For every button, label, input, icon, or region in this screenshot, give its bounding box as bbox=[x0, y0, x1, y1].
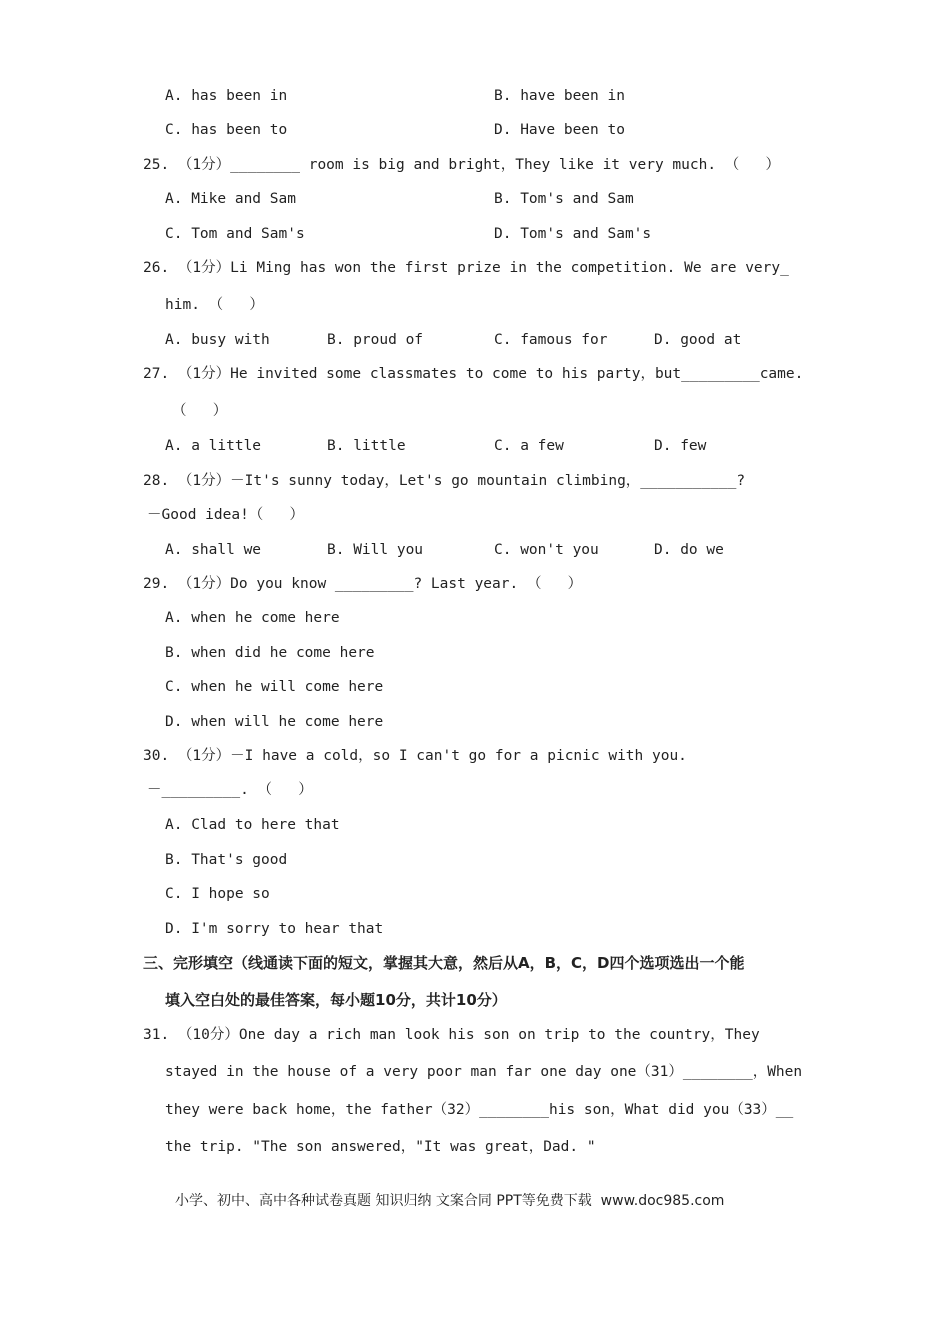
question-25-stem: 25. （1分）________ room is big and bright，They like it very much. （ ） bbox=[143, 157, 780, 173]
option-a: A. shall we bbox=[165, 542, 262, 558]
option-b: B. little bbox=[327, 438, 406, 454]
question-27-stem: 27. （1分）He invited some classmates to come to his party，but_________came. bbox=[143, 366, 804, 382]
section-heading-cont: 填入空白处的最佳答案，每小题10分，共计10分） bbox=[165, 991, 507, 1009]
option-a: A. a little bbox=[165, 438, 262, 454]
option-c: C. when he will come here bbox=[165, 679, 384, 695]
option-a: A. has been in bbox=[165, 88, 288, 104]
option-a: A. busy with bbox=[165, 332, 270, 348]
question-30-stem-cont: －_________. （ ） bbox=[147, 782, 313, 798]
option-a: A. Mike and Sam bbox=[165, 191, 296, 207]
option-c: C. famous for bbox=[494, 332, 608, 348]
option-c: C. Tom and Sam's bbox=[165, 226, 305, 242]
option-b: B. Tom's and Sam bbox=[494, 191, 634, 207]
question-29-stem: 29. （1分）Do you know _________? Last year. （ ） bbox=[143, 576, 583, 592]
question-30-stem: 30. （1分）－I have a cold，so I can't go for a picnic with you. bbox=[143, 748, 687, 764]
footer-text: 小学、初中、高中各种试卷真题 知识归纳 文案合同 PPT等免费下载 www.doc985.com bbox=[175, 1193, 725, 1209]
option-b: B. have been in bbox=[494, 88, 625, 104]
option-d: D. few bbox=[654, 438, 707, 454]
question-28-stem: 28. （1分）－It's sunny today，Let's go mountain climbing，___________? bbox=[143, 473, 746, 489]
question-27-stem-cont: （ ） bbox=[172, 403, 228, 419]
option-a: A. when he come here bbox=[165, 610, 340, 626]
option-b: B. Will you bbox=[327, 542, 424, 558]
option-d: D. Have been to bbox=[494, 122, 625, 138]
option-d: D. I'm sorry to hear that bbox=[165, 921, 384, 937]
option-c: C. I hope so bbox=[165, 886, 270, 902]
option-c: C. has been to bbox=[165, 122, 288, 138]
passage-line: 31. （10分）One day a rich man look his son on trip to the country，They bbox=[143, 1027, 760, 1043]
option-c: C. a few bbox=[494, 438, 564, 454]
section-heading: 三、完形填空（线通读下面的短文，掌握其大意，然后从A，B，C，D四个选项选出一个能 bbox=[143, 954, 745, 972]
option-d: D. Tom's and Sam's bbox=[494, 226, 652, 242]
passage-line: the trip. "The son answered，"It was great，Dad. " bbox=[165, 1139, 596, 1155]
option-c: C. won't you bbox=[494, 542, 599, 558]
question-28-stem-cont: －Good idea!（ ） bbox=[147, 507, 304, 523]
option-b: B. That's good bbox=[165, 852, 288, 868]
question-26-stem-cont: him. （ ） bbox=[165, 297, 264, 313]
question-26-stem: 26. （1分）Li Ming has won the first prize in the competition. We are very_ bbox=[143, 260, 789, 276]
option-a: A. Clad to here that bbox=[165, 817, 340, 833]
passage-line: stayed in the house of a very poor man far one day one（31）________，When bbox=[165, 1064, 803, 1080]
option-d: D. do we bbox=[654, 542, 724, 558]
option-b: B. when did he come here bbox=[165, 645, 375, 661]
option-b: B. proud of bbox=[327, 332, 424, 348]
option-d: D. when will he come here bbox=[165, 714, 384, 730]
passage-line: they were back home，the father（32）________his son，What did you（33）__ bbox=[165, 1102, 794, 1118]
option-d: D. good at bbox=[654, 332, 742, 348]
